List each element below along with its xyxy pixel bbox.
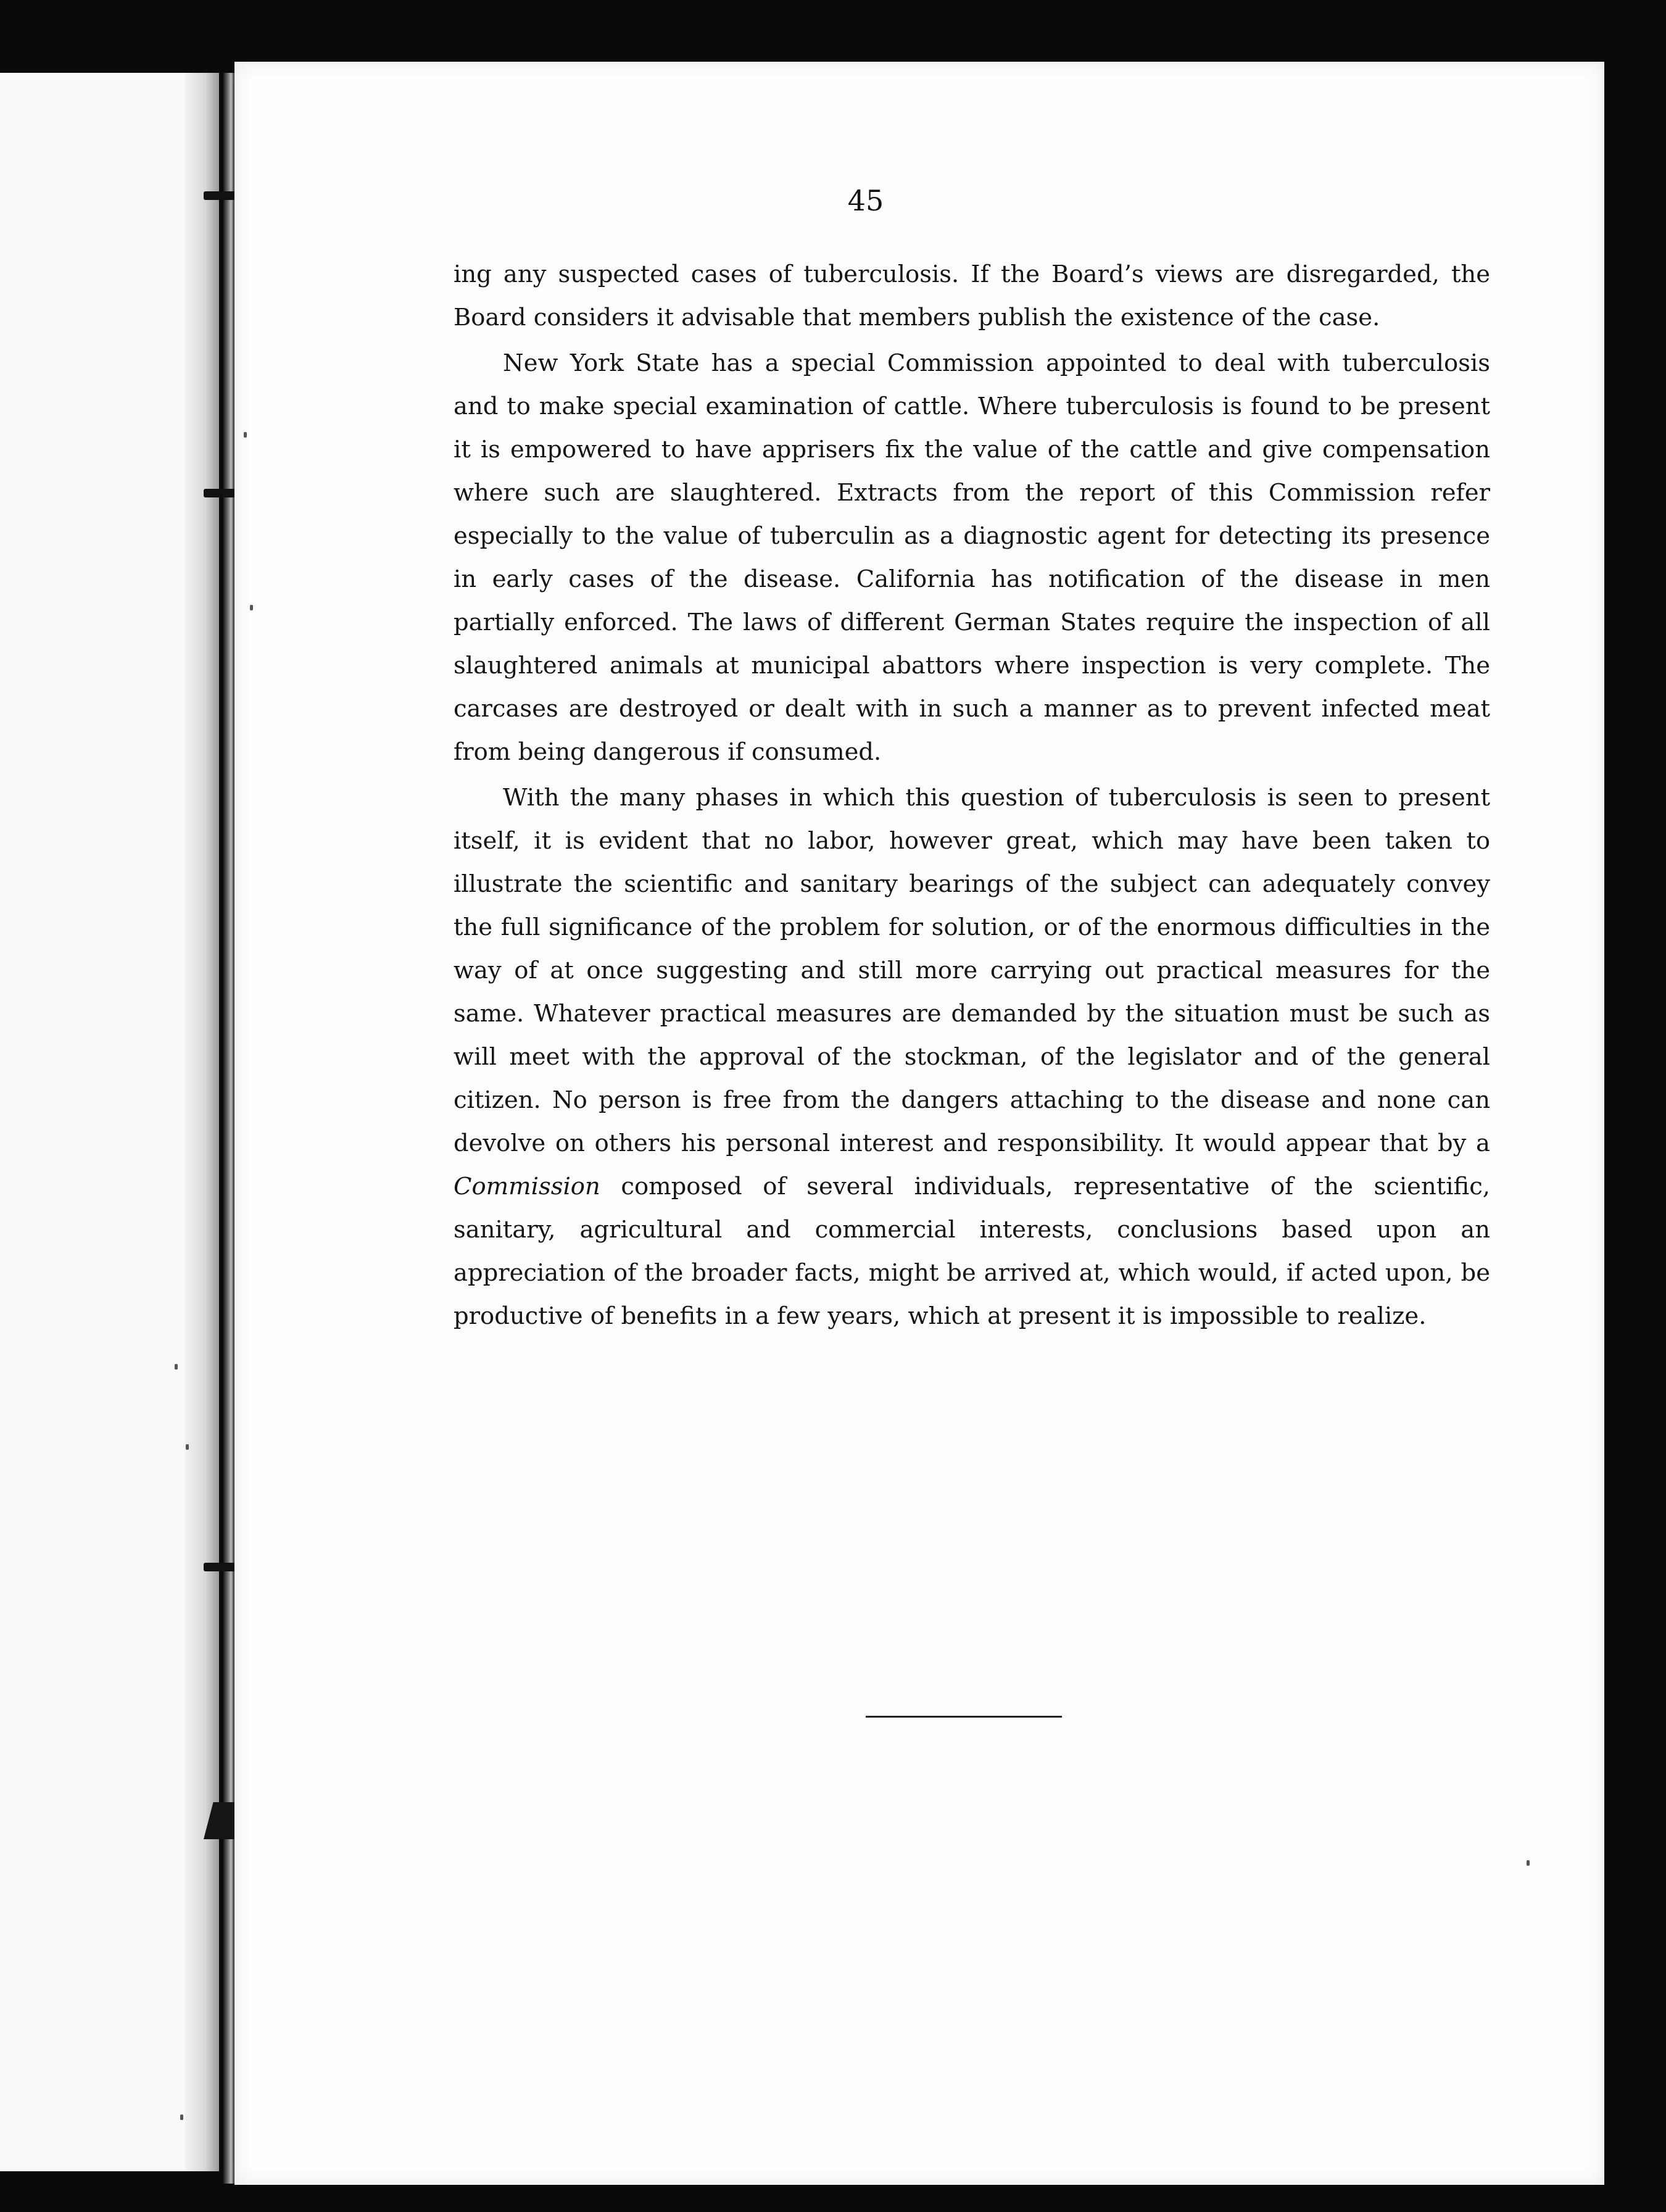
- paragraph-conclusion-part-1: With the many phases in which this question of tuberculosis is seen to present itself, it is evident that no labor, however great, which may have been taken to illustrate the scientific and sanitary bearings of the subject can adequately convey the full significance of the problem for solution, or of the enormous difficulties in the way of at once suggesting and still more carrying out practical measures for the same. Whatever practical measures are demanded by the situation must be such as will meet with the approval of the stockman, of the legislator and of the general citizen. No person is free from the dangers attaching to the disease and none can devolve on others his personal interest and responsibility. It would appear that by a: [454, 784, 1490, 1157]
- end-rule: [866, 1716, 1062, 1718]
- scan-speck: [186, 1444, 189, 1450]
- scan-speck: [180, 2114, 183, 2120]
- scan-speck: [244, 432, 247, 438]
- scan-speck: [175, 1364, 178, 1370]
- scan-speck: [250, 605, 253, 610]
- paragraph-conclusion-part-2: composed of several individuals, representative of the scientific, sanitary, agricultural and commercial interests, conclusions based upon an appreciation of the broader facts, might be arrived at, which would, if acted upon, be productive of benefits in a few years, which at present it is impossible to realize.: [454, 1173, 1490, 1330]
- paragraph-new-york-commission: New York State has a special Commission appointed to deal with tuberculosis and to make special examination of cattle. Where tuberculosis is found to be present it is empowered to have apprisers fix the value of the cattle and give compensation where such are slaughtered. Extracts from the report of this Commission refer especially to the value of tuberculin as a diagnostic agent for detecting its presence in early cases of the disease. California has notification of the disease in men partially enforced. The laws of different German States require the inspection of all slaughtered animals at municipal abattors where inspection is very complete. The carcases are destroyed or dealt with in such a manner as to prevent infected meat from being dangerous if consumed.: [454, 349, 1490, 766]
- paragraph-continued: ing any suspected cases of tuberculosis. If the Board’s views are disregarded, the Board considers it advisable that members publish the existence of the case.: [454, 260, 1490, 331]
- page-number: 45: [847, 184, 884, 217]
- commission-italic: Commission: [454, 1173, 600, 1200]
- right-page: [234, 62, 1604, 2185]
- scan-speck: [1527, 1860, 1530, 1866]
- left-page-edge-shadow: [185, 73, 219, 2171]
- body-text: [454, 253, 1490, 1341]
- left-page-blank: [0, 73, 210, 2171]
- paragraph-conclusion: [454, 776, 1490, 1338]
- binding-gutter: [223, 73, 234, 2184]
